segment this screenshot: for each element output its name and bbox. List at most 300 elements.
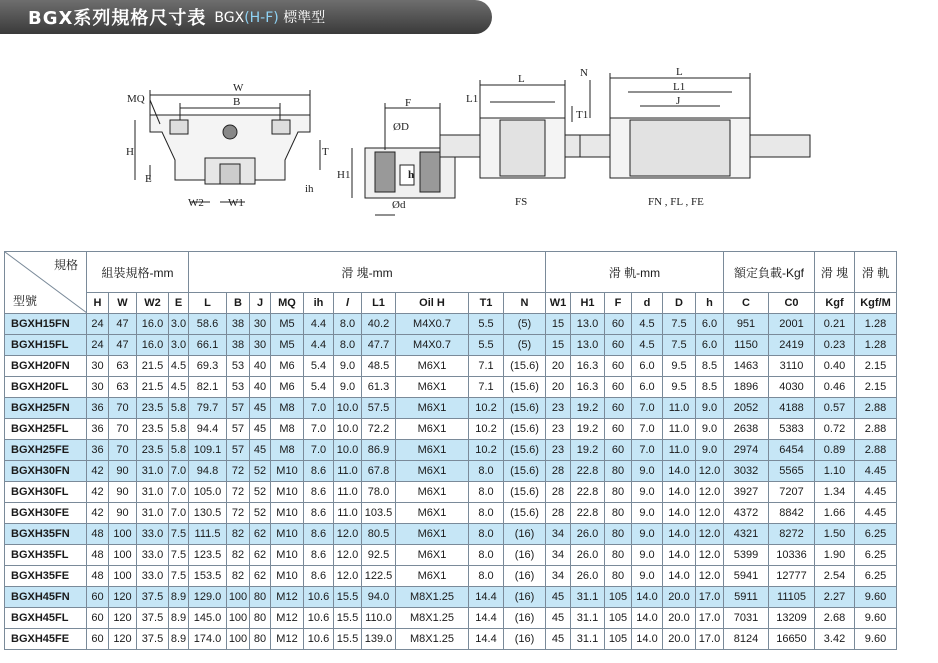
value-cell: 4321 (724, 524, 769, 545)
value-cell: 22.8 (571, 503, 605, 524)
value-cell: 60 (605, 335, 632, 356)
value-cell: 8842 (769, 503, 815, 524)
label-w: W (233, 82, 244, 94)
value-cell: 30 (250, 335, 271, 356)
value-cell: 7.5 (169, 566, 189, 587)
value-cell: 12.0 (696, 482, 724, 503)
value-cell: 23 (546, 398, 571, 419)
value-cell: 40.2 (362, 314, 396, 335)
value-cell: 2.88 (855, 440, 897, 461)
value-cell: 8.6 (304, 482, 334, 503)
section-title-bar (0, 0, 492, 34)
table-row (5, 335, 897, 356)
value-cell: 30 (250, 314, 271, 335)
value-cell: 111.5 (189, 524, 227, 545)
value-cell: 8.5 (696, 377, 724, 398)
value-cell: M8X1.25 (396, 587, 469, 608)
label-fs-l1: L1 (466, 93, 479, 105)
label-fn-l: L (676, 66, 683, 78)
model-cell: BGXH45FL (5, 608, 87, 629)
value-cell: 14.0 (663, 545, 696, 566)
label-fs-l: L (518, 73, 525, 85)
group-header-block-weight: 滑 塊 (815, 252, 855, 293)
value-cell: 1.28 (855, 314, 897, 335)
value-cell: 14.0 (663, 461, 696, 482)
value-cell: 60 (605, 419, 632, 440)
value-cell: 100 (227, 608, 250, 629)
value-cell: 7.0 (304, 440, 334, 461)
value-cell: (5) (504, 314, 546, 335)
value-cell: 60 (605, 314, 632, 335)
value-cell: 48 (87, 566, 109, 587)
value-cell: 10.6 (304, 629, 334, 650)
table-row (5, 524, 897, 545)
value-cell: 72.2 (362, 419, 396, 440)
value-cell: 40 (250, 377, 271, 398)
value-cell: 45 (546, 587, 571, 608)
value-cell: 31.0 (137, 461, 169, 482)
model-cell: BGXH35FL (5, 545, 87, 566)
value-cell: 103.5 (362, 503, 396, 524)
value-cell: 15 (546, 335, 571, 356)
value-cell: 8.6 (304, 545, 334, 566)
value-cell: 8.9 (169, 629, 189, 650)
value-cell: 2.88 (855, 419, 897, 440)
value-cell: 21.5 (137, 356, 169, 377)
value-cell: 42 (87, 482, 109, 503)
value-cell: 80 (605, 545, 632, 566)
value-cell: 72 (227, 482, 250, 503)
value-cell: 15 (546, 314, 571, 335)
value-cell: 12.0 (696, 566, 724, 587)
column-header: h (696, 293, 724, 314)
label-t: T (322, 146, 329, 158)
value-cell: 22.8 (571, 461, 605, 482)
value-cell: 57 (227, 440, 250, 461)
value-cell: 9.5 (663, 377, 696, 398)
value-cell: 24 (87, 335, 109, 356)
value-cell: 80 (605, 566, 632, 587)
value-cell: M10 (271, 524, 304, 545)
column-header: F (605, 293, 632, 314)
model-cell: BGXH20FN (5, 356, 87, 377)
value-cell: 11.0 (663, 419, 696, 440)
value-cell: (15.6) (504, 377, 546, 398)
fs-view-drawing (440, 80, 600, 178)
value-cell: 62 (250, 524, 271, 545)
table-row (5, 461, 897, 482)
value-cell: 8.0 (469, 482, 504, 503)
value-cell: M6 (271, 356, 304, 377)
value-cell: 9.0 (696, 419, 724, 440)
value-cell: 42 (87, 503, 109, 524)
value-cell: 57.5 (362, 398, 396, 419)
value-cell: 2.88 (855, 398, 897, 419)
model-cell: BGXH35FE (5, 566, 87, 587)
value-cell: 10.2 (469, 398, 504, 419)
value-cell: 105.0 (189, 482, 227, 503)
column-header: Oil H (396, 293, 469, 314)
value-cell: 0.46 (815, 377, 855, 398)
value-cell: 45 (546, 629, 571, 650)
value-cell: 52 (250, 482, 271, 503)
value-cell: M6X1 (396, 545, 469, 566)
value-cell: (16) (504, 545, 546, 566)
value-cell: 7.1 (469, 356, 504, 377)
table-row (5, 629, 897, 650)
label-f: F (405, 97, 412, 109)
value-cell: 31.1 (571, 587, 605, 608)
table-row (5, 419, 897, 440)
value-cell: 100 (227, 587, 250, 608)
value-cell: 12.0 (334, 524, 362, 545)
value-cell: 1.28 (855, 335, 897, 356)
value-cell: 36 (87, 440, 109, 461)
spec-table (4, 251, 897, 650)
table-row (5, 356, 897, 377)
value-cell: 6.0 (632, 356, 663, 377)
value-cell: 21.5 (137, 377, 169, 398)
column-header: ih (304, 293, 334, 314)
value-cell: 48 (87, 545, 109, 566)
value-cell: 9.0 (696, 440, 724, 461)
value-cell: 23.5 (137, 419, 169, 440)
value-cell: 1150 (724, 335, 769, 356)
value-cell: M6X1 (396, 461, 469, 482)
value-cell: 80 (605, 503, 632, 524)
column-header: T1 (469, 293, 504, 314)
value-cell: 4.5 (632, 335, 663, 356)
value-cell: 33.0 (137, 566, 169, 587)
corner-label-spec: 規格 (53, 258, 78, 272)
value-cell: 6.0 (696, 335, 724, 356)
column-header: Kgf/M (855, 293, 897, 314)
value-cell: 94.4 (189, 419, 227, 440)
value-cell: (15.6) (504, 356, 546, 377)
value-cell: 8272 (769, 524, 815, 545)
value-cell: 8.6 (304, 461, 334, 482)
label-w2: W2 (188, 197, 204, 209)
value-cell: 122.5 (362, 566, 396, 587)
model-cell: BGXH45FE (5, 629, 87, 650)
value-cell: 82 (227, 545, 250, 566)
value-cell: 80 (250, 587, 271, 608)
value-cell: (16) (504, 524, 546, 545)
column-header: L (189, 293, 227, 314)
value-cell: 5565 (769, 461, 815, 482)
value-cell: M10 (271, 482, 304, 503)
value-cell: 17.0 (696, 587, 724, 608)
value-cell: M6X1 (396, 482, 469, 503)
value-cell: 100 (109, 545, 137, 566)
value-cell: 14.0 (632, 608, 663, 629)
model-cell: BGXH25FE (5, 440, 87, 461)
value-cell: 12.0 (334, 566, 362, 587)
value-cell: (16) (504, 587, 546, 608)
value-cell: M6X1 (396, 503, 469, 524)
value-cell: 11105 (769, 587, 815, 608)
value-cell: 20.0 (663, 629, 696, 650)
model-cell: BGXH25FN (5, 398, 87, 419)
value-cell: 8124 (724, 629, 769, 650)
value-cell: 17.0 (696, 629, 724, 650)
label-b: B (233, 96, 241, 108)
value-cell: 9.60 (855, 587, 897, 608)
label-fn-l1: L1 (673, 81, 686, 93)
value-cell: 15.5 (334, 629, 362, 650)
value-cell: 36 (87, 419, 109, 440)
value-cell: 4.5 (169, 377, 189, 398)
table-row (5, 503, 897, 524)
value-cell: 31.1 (571, 608, 605, 629)
value-cell: 20 (546, 356, 571, 377)
value-cell: 10.0 (334, 419, 362, 440)
value-cell: 8.6 (304, 566, 334, 587)
value-cell: 12.0 (696, 503, 724, 524)
value-cell: 10.0 (334, 398, 362, 419)
label-fs-caption: FS (515, 196, 528, 208)
value-cell: (15.6) (504, 398, 546, 419)
value-cell: (16) (504, 608, 546, 629)
value-cell: 9.5 (663, 356, 696, 377)
value-cell: M8 (271, 419, 304, 440)
value-cell: 1896 (724, 377, 769, 398)
value-cell: 82 (227, 566, 250, 587)
value-cell: 47 (109, 314, 137, 335)
value-cell: 45 (546, 608, 571, 629)
table-row (5, 377, 897, 398)
value-cell: 13209 (769, 608, 815, 629)
page-subtitle: BGX(H-F) 標準型 (214, 10, 326, 26)
value-cell: 23.5 (137, 440, 169, 461)
value-cell: M6X1 (396, 356, 469, 377)
value-cell: 7.0 (632, 398, 663, 419)
table-row (5, 314, 897, 335)
value-cell: 9.60 (855, 608, 897, 629)
group-header-rail: 滑 軌-mm (546, 252, 724, 293)
group-header-load: 額定負載-Kgf (724, 252, 815, 293)
value-cell: 139.0 (362, 629, 396, 650)
value-cell: 42 (87, 461, 109, 482)
front-view-drawing (135, 90, 320, 202)
value-cell: 26.0 (571, 566, 605, 587)
value-cell: 4.45 (855, 503, 897, 524)
value-cell: 31.1 (571, 629, 605, 650)
value-cell: 53 (227, 377, 250, 398)
value-cell: 100 (227, 629, 250, 650)
model-cell: BGXH25FL (5, 419, 87, 440)
value-cell: 5383 (769, 419, 815, 440)
value-cell: 16.3 (571, 356, 605, 377)
value-cell: 129.0 (189, 587, 227, 608)
label-od: ØD (393, 121, 409, 133)
value-cell: 62 (250, 566, 271, 587)
column-header-row (5, 293, 897, 314)
value-cell: M8 (271, 398, 304, 419)
value-cell: 7.5 (663, 335, 696, 356)
value-cell: 2638 (724, 419, 769, 440)
value-cell: 0.89 (815, 440, 855, 461)
value-cell: M10 (271, 461, 304, 482)
value-cell: 14.0 (632, 587, 663, 608)
value-cell: 5.4 (304, 356, 334, 377)
value-cell: 5.8 (169, 398, 189, 419)
value-cell: 8.0 (469, 545, 504, 566)
model-cell: BGXH15FL (5, 335, 87, 356)
value-cell: 3.0 (169, 335, 189, 356)
value-cell: 28 (546, 461, 571, 482)
value-cell: 70 (109, 419, 137, 440)
value-cell: 12.0 (696, 461, 724, 482)
value-cell: 60 (605, 356, 632, 377)
table-body (5, 314, 897, 650)
value-cell: 6.0 (632, 377, 663, 398)
value-cell: 16.3 (571, 377, 605, 398)
value-cell: 33.0 (137, 524, 169, 545)
value-cell: (15.6) (504, 419, 546, 440)
value-cell: 19.2 (571, 419, 605, 440)
value-cell: 80 (605, 461, 632, 482)
value-cell: 14.0 (663, 566, 696, 587)
value-cell: 4.4 (304, 314, 334, 335)
value-cell: 153.5 (189, 566, 227, 587)
value-cell: 23.5 (137, 398, 169, 419)
label-od-small: Ød (392, 199, 406, 211)
value-cell: 951 (724, 314, 769, 335)
value-cell: 3927 (724, 482, 769, 503)
value-cell: 2052 (724, 398, 769, 419)
value-cell: 58.6 (189, 314, 227, 335)
value-cell: M6X1 (396, 398, 469, 419)
value-cell: M6X1 (396, 524, 469, 545)
column-header: L1 (362, 293, 396, 314)
value-cell: 1.66 (815, 503, 855, 524)
value-cell: 4.5 (169, 356, 189, 377)
value-cell: 4.4 (304, 335, 334, 356)
value-cell: 13.0 (571, 335, 605, 356)
value-cell: 53 (227, 356, 250, 377)
value-cell: 10336 (769, 545, 815, 566)
column-header: W (109, 293, 137, 314)
value-cell: M5 (271, 314, 304, 335)
value-cell: 8.0 (469, 566, 504, 587)
group-header-block: 滑 塊-mm (189, 252, 546, 293)
table-row (5, 398, 897, 419)
model-cell: BGXH30FL (5, 482, 87, 503)
value-cell: 4372 (724, 503, 769, 524)
value-cell: 60 (87, 587, 109, 608)
value-cell: M8 (271, 440, 304, 461)
value-cell: 130.5 (189, 503, 227, 524)
value-cell: 3.0 (169, 314, 189, 335)
value-cell: 19.2 (571, 440, 605, 461)
value-cell: 45 (250, 419, 271, 440)
value-cell: 28 (546, 503, 571, 524)
value-cell: 2001 (769, 314, 815, 335)
value-cell: M10 (271, 545, 304, 566)
column-header: MQ (271, 293, 304, 314)
column-header: Kgf (815, 293, 855, 314)
column-header: l (334, 293, 362, 314)
value-cell: 12777 (769, 566, 815, 587)
value-cell: 120 (109, 587, 137, 608)
label-h-small: h (408, 169, 415, 181)
value-cell: 5.5 (469, 314, 504, 335)
value-cell: 5941 (724, 566, 769, 587)
column-header: C (724, 293, 769, 314)
value-cell: 7.0 (632, 440, 663, 461)
value-cell: 1.34 (815, 482, 855, 503)
value-cell: M8X1.25 (396, 629, 469, 650)
model-cell: BGXH30FE (5, 503, 87, 524)
value-cell: 94.0 (362, 587, 396, 608)
value-cell: 145.0 (189, 608, 227, 629)
value-cell: M6 (271, 377, 304, 398)
label-fn-j: J (676, 95, 681, 107)
value-cell: 8.9 (169, 587, 189, 608)
value-cell: 82 (227, 524, 250, 545)
value-cell: 28 (546, 482, 571, 503)
value-cell: M6X1 (396, 566, 469, 587)
value-cell: 8.0 (469, 503, 504, 524)
value-cell: 15.5 (334, 608, 362, 629)
value-cell: 82.1 (189, 377, 227, 398)
value-cell: 26.0 (571, 545, 605, 566)
value-cell: 9.0 (334, 356, 362, 377)
value-cell: 31.0 (137, 503, 169, 524)
value-cell: 8.6 (304, 503, 334, 524)
value-cell: 6.25 (855, 566, 897, 587)
value-cell: 9.60 (855, 629, 897, 650)
value-cell: 14.0 (632, 629, 663, 650)
value-cell: (15.6) (504, 482, 546, 503)
value-cell: 10.0 (334, 440, 362, 461)
value-cell: (5) (504, 335, 546, 356)
model-cell: BGXH30FN (5, 461, 87, 482)
value-cell: 3110 (769, 356, 815, 377)
value-cell: 9.0 (334, 377, 362, 398)
value-cell: 30 (87, 356, 109, 377)
table-row (5, 482, 897, 503)
value-cell: 90 (109, 461, 137, 482)
value-cell: 8.0 (469, 461, 504, 482)
value-cell: 5911 (724, 587, 769, 608)
value-cell: 14.0 (663, 503, 696, 524)
value-cell: 37.5 (137, 608, 169, 629)
value-cell: 0.23 (815, 335, 855, 356)
value-cell: 22.8 (571, 482, 605, 503)
value-cell: 16.0 (137, 335, 169, 356)
value-cell: 47 (109, 335, 137, 356)
value-cell: 6.0 (696, 314, 724, 335)
value-cell: 4.5 (632, 314, 663, 335)
value-cell: 9.0 (632, 461, 663, 482)
value-cell: 57 (227, 398, 250, 419)
value-cell: 7.0 (632, 419, 663, 440)
value-cell: (15.6) (504, 503, 546, 524)
value-cell: 11.0 (334, 461, 362, 482)
technical-drawings (0, 40, 938, 240)
value-cell: M8X1.25 (396, 608, 469, 629)
value-cell: 60 (605, 377, 632, 398)
value-cell: 23 (546, 419, 571, 440)
value-cell: 100 (109, 524, 137, 545)
model-cell: BGXH45FN (5, 587, 87, 608)
value-cell: M4X0.7 (396, 335, 469, 356)
value-cell: 66.1 (189, 335, 227, 356)
label-h1: H1 (337, 169, 351, 181)
value-cell: 110.0 (362, 608, 396, 629)
